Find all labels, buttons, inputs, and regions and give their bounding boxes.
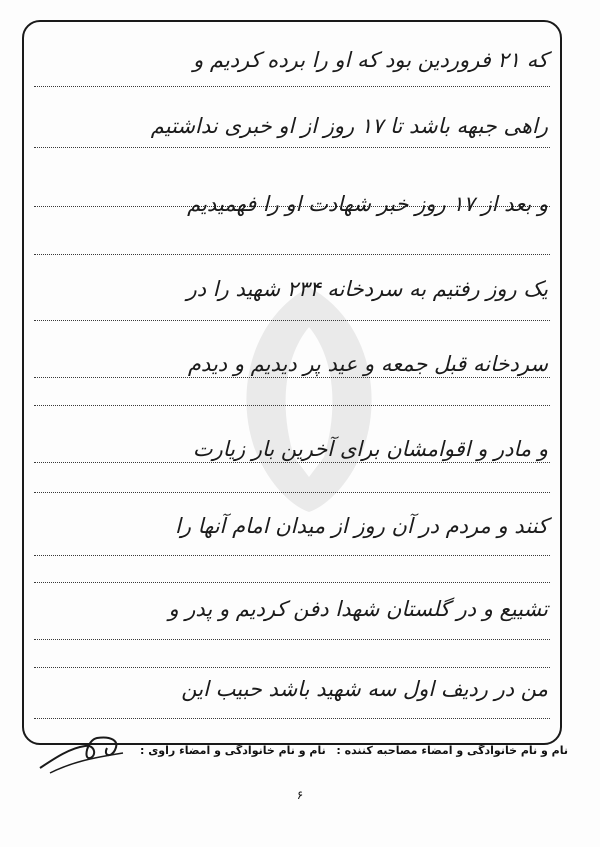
page-frame xyxy=(22,20,562,745)
ruled-line xyxy=(34,320,550,321)
handwritten-line: راهی جبهه باشد تا ۱۷ روز از او خبری نداشتیم xyxy=(150,114,548,138)
ruled-line xyxy=(34,405,550,406)
handwritten-line: و بعد از ۱۷ روز خبر شهادت او را فهمیدیم xyxy=(187,192,548,216)
ruled-line xyxy=(34,555,550,556)
signature-icon xyxy=(35,728,130,778)
handwritten-line: سردخانه قبل جمعه و عید پر دیدیم و دیدم xyxy=(187,352,548,376)
ruled-line xyxy=(34,582,550,583)
handwritten-line: تشییع و در گلستان شهدا دفن کردیم و پدر و xyxy=(168,597,548,621)
handwritten-line: و مادر و اقوامشان برای آخرین بار زیارت xyxy=(192,437,548,461)
page-number: ۶ xyxy=(296,788,304,802)
narrator-signature-label: نام و نام خانوادگی و امضاء راوی : xyxy=(140,744,326,757)
ruled-line xyxy=(34,639,550,640)
ruled-line xyxy=(34,718,550,719)
handwritten-line: کنند و مردم در آن روز از میدان امام آنها را xyxy=(174,514,548,538)
ruled-line xyxy=(34,254,550,255)
handwritten-line: که ۲۱ فروردین بود که او را برده کردیم و xyxy=(193,48,548,72)
ruled-line xyxy=(34,492,550,493)
interviewer-signature-label: نام و نام خانوادگی و امضاء مصاحبه کننده : xyxy=(336,744,568,757)
ruled-line xyxy=(34,667,550,668)
handwritten-line: من در ردیف اول سه شهید باشد حبیب این xyxy=(181,677,548,701)
handwritten-line: یک روز رفتیم به سردخانه ۲۳۴ شهید را در xyxy=(186,277,548,301)
